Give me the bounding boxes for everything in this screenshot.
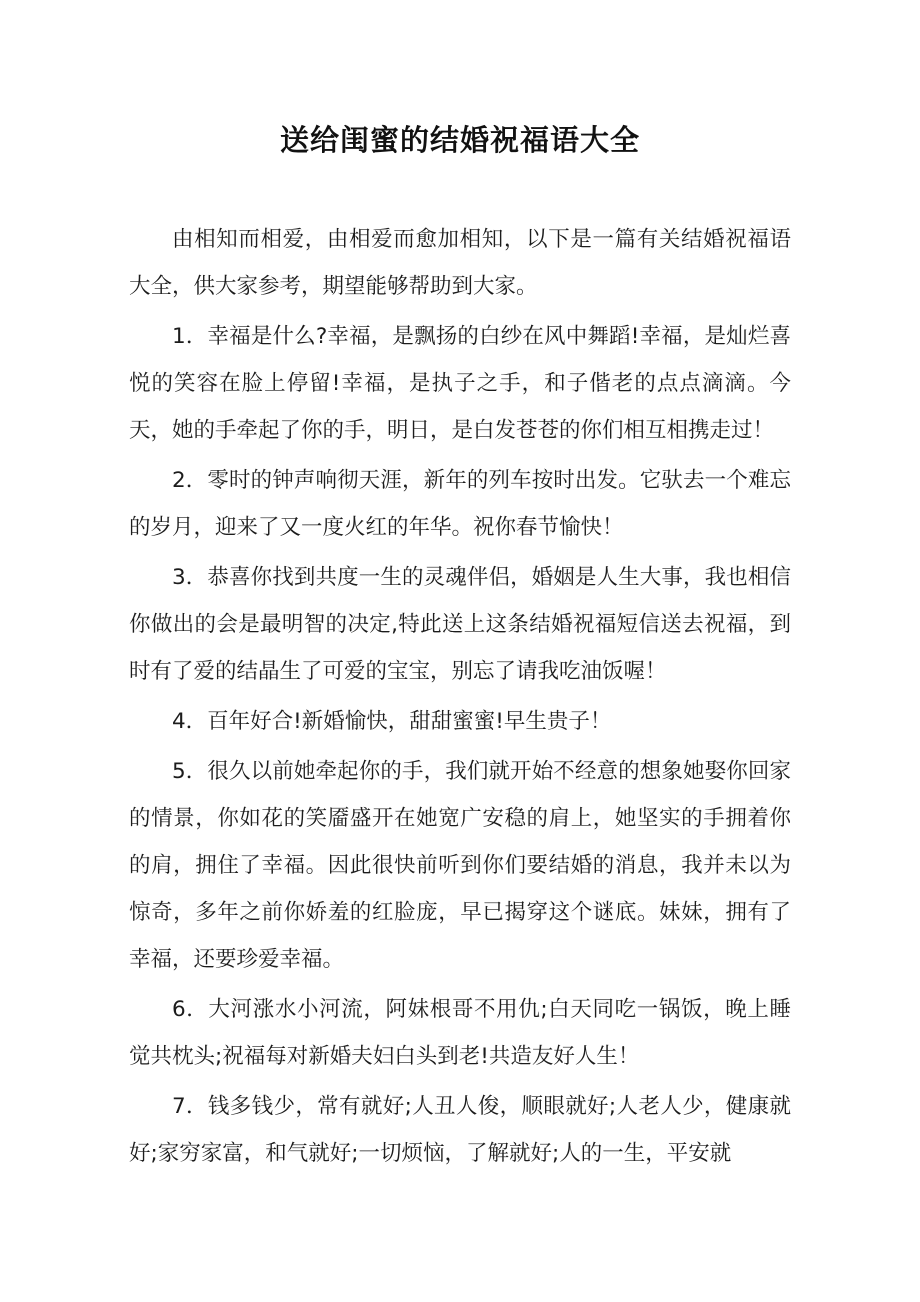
document-body [129, 216, 791, 1177]
blessing-item-3: 3．恭喜你找到共度一生的灵魂伴侣，婚姻是人生大事，我也相信你做出的会是最明智的决定,特此送上这条结婚祝福短信送去祝福，到时有了爱的结晶生了可爱的宝宝，别忘了请我吃油饭喔！ [129, 565, 791, 684]
blessing-item-5: 5．很久以前她牵起你的手，我们就开始不经意的想象她娶你回家的情景，你如花的笑靥盛开在她宽广安稳的肩上，她坚实的手拥着你的肩，拥住了幸福。因此很快前听到你们要结婚的消息，我并未以为惊奇，多年之前你娇羞的红脸庞，早已揭穿这个谜底。妹妹，拥有了幸福，还要珍爱幸福。 [129, 759, 791, 972]
blessing-item-7: 7．钱多钱少，常有就好;人丑人俊，顺眼就好;人老人少，健康就好;家穷家富，和气就好;一切烦恼，了解就好;人的一生，平安就 [129, 1094, 791, 1166]
blessing-item-2: 2．零时的钟声响彻天涯，新年的列车按时出发。它驮去一个难忘的岁月，迎来了又一度火红的年华。祝你春节愉快！ [129, 468, 791, 540]
blessing-item-6: 6．大河涨水小河流，阿妹根哥不用仇;白天同吃一锅饭，晚上睡觉共枕头;祝福每对新婚夫妇白头到老!共造友好人生！ [129, 997, 791, 1069]
document-title: 送给闺蜜的结婚祝福语大全 [279, 123, 640, 157]
intro-paragraph: 由相知而相爱，由相爱而愈加相知，以下是一篇有关结婚祝福语大全，供大家参考，期望能够帮助到大家。 [129, 227, 791, 299]
blessing-item-1: 1．幸福是什么?幸福，是飘扬的白纱在风中舞蹈!幸福，是灿烂喜悦的笑容在脸上停留!幸福，是执子之手，和子偕老的点点滴滴。今天，她的手牵起了你的手，明日，是白发苍苍的你们相互相携走过！ [129, 324, 791, 443]
blessing-item-4: 4．百年好合!新婚愉快，甜甜蜜蜜!早生贵子！ [172, 709, 612, 734]
